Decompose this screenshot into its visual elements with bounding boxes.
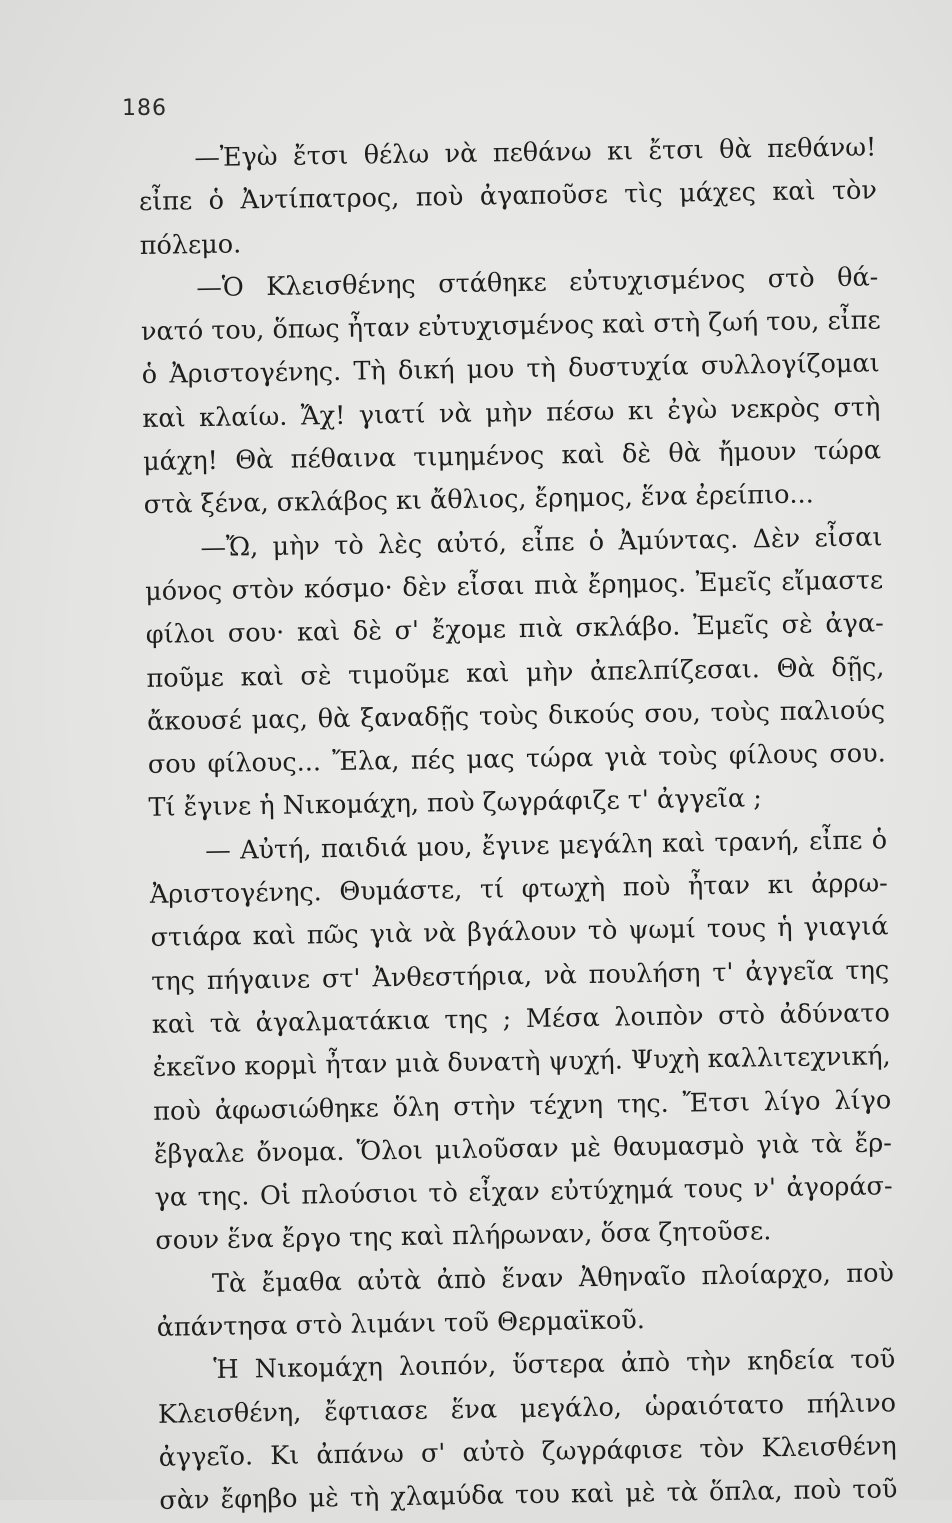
- text-line: καὶ κλαίω. Ἄχ! γιατί νὰ μὴν πέσω κι ἐγὼ νεκρὸς στὴ: [142, 392, 881, 434]
- text-line: Ἀριστογένης. Θυμάστε, τί φτωχὴ ποὺ ἦταν κι ἀρρω-: [149, 868, 889, 910]
- text-line: Ἡ Νικομάχη λοιπόν, ὕστερα ἀπὸ τὴν κηδεία τοῦ: [213, 1344, 896, 1386]
- text-line: φίλοι σου· καὶ δὲ σ' ἔχομε πιὰ σκλάβο. Ἐμεῖς σὲ ἀγα-: [145, 608, 884, 651]
- text-line: σὰν ἔφηβο μὲ τὴ χλαμύδα του καὶ μὲ τὰ ὅπλα, ποὺ τοῦ: [159, 1474, 898, 1517]
- text-line: ὁ Ἀριστογένης. Τὴ δική μου τὴ δυστυχία συλλογίζομαι: [141, 348, 880, 391]
- text-line: ἔβγαλε ὄνομα. Ὅλοι μιλοῦσαν μὲ θαυμασμὸ γιὰ τὰ ἔρ-: [153, 1128, 893, 1170]
- text-line: καὶ τὰ ἀγαλματάκια της ; Μέσα λοιπὸν στὸ ἀδύνατο: [151, 998, 891, 1040]
- text-line: σουν ἕνα ἔργο της καὶ πλήρωναν, ὅσα ζητοῦσε.: [155, 1216, 772, 1257]
- text-line: Τὰ ἔμαθα αὐτὰ ἀπὸ ἕναν Ἀθηναῖο πλοίαρχο, ποὺ: [211, 1257, 895, 1299]
- text-line: ἄκουσέ μας, θὰ ξαναδῇς τοὺς δικούς σου, τοὺς παλιούς: [146, 695, 886, 737]
- body-text: [138, 126, 898, 1523]
- text-line: της πήγαινε στ' Ἀνθεστήρια, νὰ πουλήση τ' ἀγγεῖα της: [151, 954, 890, 997]
- text-line: ἀπάντησα στὸ λιμάνι τοῦ Θερμαϊκοῦ.: [156, 1305, 646, 1343]
- text-line: Τί ἔγινε ἡ Νικομάχη, ποὺ ζωγράφιζε τ' ἀγγεῖα ;: [148, 783, 763, 824]
- text-line: μόνος στὸν κόσμο· δὲν εἶσαι πιὰ ἔρημος. Ἐμεῖς εἴμαστε: [144, 565, 884, 607]
- text-line: ἀγγεῖο. Κι ἀπάνω σ' αὐτὸ ζωγράφισε τὸν Κλεισθένη: [158, 1431, 897, 1473]
- text-line: —Ὁ Κλεισθένης στάθηκε εὐτυχισμένος στὸ θά-: [196, 262, 879, 303]
- text-line: μάχη! Θὰ πέθαινα τιμημένος καὶ δὲ θὰ ἤμουν τώρα: [142, 435, 882, 478]
- text-line: στὰ ξένα, σκλάβος κι ἄθλιος, ἔρημος, ἕνα ἐρείπιο...: [143, 479, 814, 521]
- text-line: γα της. Οἱ πλούσιοι τὸ εἶχαν εὐτύχημά τους ν' ἀγοράσ-: [154, 1171, 893, 1213]
- text-line: ἐκεῖνο κορμὶ ἦταν μιὰ δυνατὴ ψυχή. Ψυχὴ καλλιτεχνική,: [152, 1041, 891, 1084]
- text-line: —Ἐγὼ ἔτσι θέλω νὰ πεθάνω κι ἔτσι θὰ πεθάνω!: [194, 132, 877, 174]
- text-line: πόλεμο.: [139, 228, 242, 261]
- text-line: Κλεισθένη, ἔφτιασε ἕνα μεγάλο, ὡραιότατο πήλινο: [157, 1387, 897, 1430]
- text-line: ποῦμε καὶ σὲ τιμοῦμε καὶ μὴν ἀπελπίζεσαι. Θὰ δῇς,: [146, 651, 885, 694]
- page-number: 186: [122, 96, 167, 121]
- text-line: στιάρα καὶ πῶς γιὰ νὰ βγάλουν τὸ ψωμί τους ἡ γιαγιά: [150, 911, 889, 954]
- text-line: ποὺ ἀφωσιώθηκε ὅλη στὴν τέχνη της. Ἔτσι λίγο λίγο: [153, 1084, 892, 1127]
- text-line: σου φίλους... Ἔλα, πές μας τώρα γιὰ τοὺς φίλους σου.: [147, 738, 886, 781]
- text-line: εἶπε ὁ Ἀντίπατρος, ποὺ ἀγαποῦσε τὶς μάχες καὶ τὸν: [138, 175, 878, 218]
- text-line: νατό του, ὅπως ἦταν εὐτυχισμένος καὶ στὴ ζωή του, εἶπε: [140, 305, 881, 348]
- text-line: —Ὤ, μὴν τὸ λὲς αὐτό, εἶπε ὁ Ἀμύντας. Δὲν εἶσαι: [200, 522, 883, 563]
- text-line: — Αὐτή, παιδιά μου, ἔγινε μεγάλη καὶ τρανή, εἶπε ὁ: [204, 825, 888, 866]
